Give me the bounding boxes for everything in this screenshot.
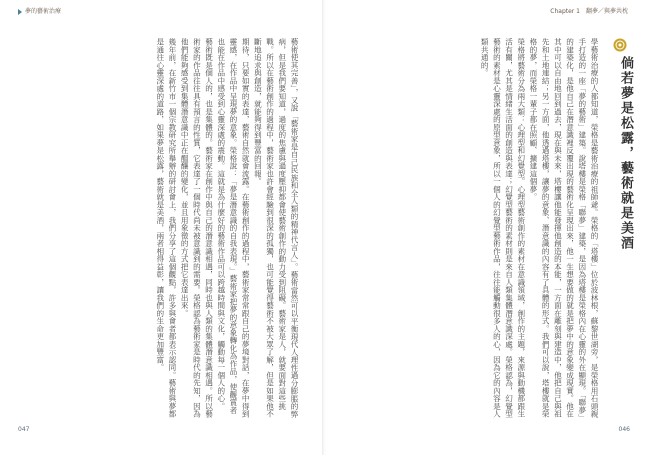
- right-body-text: [350, 38, 600, 418]
- page-number-right: 046: [618, 426, 630, 433]
- right-paragraph-1: 學藝術治療的人都知道，榮格是藝術治療的祖師爺。榮格的「塔樓」位於波林根，蘇黎世湖旁，是榮格用石頭親手打造的一座「夢的藝術」建築。說塔樓是榮格「聯夢」建築，是因為塔樓是榮格內在心靈的外在顯現。「聯夢」的建築化，是他自己在潛意識裡反覆出現的藝術化呈現出來，他一生想要做的就是把夢中的意象變成現實。他在其中可以自由地回到過去，現在與未來，塔樓讓他能發揮他創造的本能，一方面在雕刻與建造中，他把自己與祖先和土地連結；另一方面，他透過塔樓，讓夢的意象、潛意識的內容有了具體的形式。我們可以說，塔樓就是榮格的夢，而榮格一輩子都在照顧、擴建這個夢。: [528, 38, 599, 418]
- left-paragraph-2: 期待，只要如實的表達，藝術自然就會流露。在藝術創作的過程中，藝術家常常跟自己的夢境對話，在夢中得到靈感，在作品中呈現夢的意象。榮格說：「夢是潛意識的自我表現。」藝術家把夢的意象轉化為作品，使觀賞者也能在作品中感受到心靈深處的震動。這就是為什麼好的藝術作品可以跨越時間與文化，觸動每一個人的心。: [216, 38, 251, 418]
- running-head-right: Chapter 1 翻夢／與夢共枕: [550, 8, 628, 15]
- running-head-left: 夢的藝術治療: [18, 6, 61, 15]
- section-seal-icon: [613, 38, 627, 52]
- left-paragraph-4: 幾年前，在新竹市一個宗教研究所舉辦的研討會上，我們分享了這個觀點，許多與會者都表示認同。藝術與夢都是通往心靈深處的道路，如果夢是松露，藝術就是美酒，兩者相得益彰，讓我們的生命更加豐富。: [155, 38, 177, 418]
- right-page: [326, 0, 650, 455]
- left-paragraph-3: 藝術既是個人的，也是集體的。藝術家在創作中與自己的潛意識相遇，同時也與人類的集體潛意識相遇。所以藝術家的作品往往具有預言的性質，它表達了一個時代尚未被意識到的需要。榮格認為藝術家是時代的先知，因為他們能夠感受到集體潛意識中正在醞釀的變化，並且用象徵的方式把它表達出來。: [180, 38, 214, 418]
- page-number-left: 047: [18, 426, 30, 433]
- left-body-text: [26, 38, 300, 418]
- left-paragraph-1: 藝術使其完善」，又說「藝術家是自己民族和全人類的精神代言人」。藝術當然可以平衡現代人理性過分膨脹的弊病，但是我們要知道，過度的焦慮與過度壓抑都會使藝術創作的動力受到阻礙。藝術家是人，就要面對這些挑戰。所以在藝術創作的過程中，藝術家也許會經驗到很深的孤獨，也可能覺得藝術不被大眾了解，但是如果他不斷地追求與創造，就能夠得到豐富的回報。: [253, 38, 299, 418]
- section-heading: 倘若夢是松露，藝術就是美酒: [618, 56, 633, 251]
- bullet-triangle-icon: [18, 9, 22, 15]
- left-page: [0, 0, 324, 455]
- right-paragraph-2: 榮格將藝術分為兩大類：心理型和幻覺型。心理型藝術創作的素材在意識領域，創作的主題，來源與動機都跟生活有關，尤其是情緒生活面的創造與表達；幻覺型藝術的素材則是來自人類集體潛意識深處。榮格認為，幻覺型藝術的素材是心靈深處的原型意象，所以一個人的幻覺型藝術作品，往往能觸動很多人的心，因為它的內容是人類共通的。: [480, 38, 526, 418]
